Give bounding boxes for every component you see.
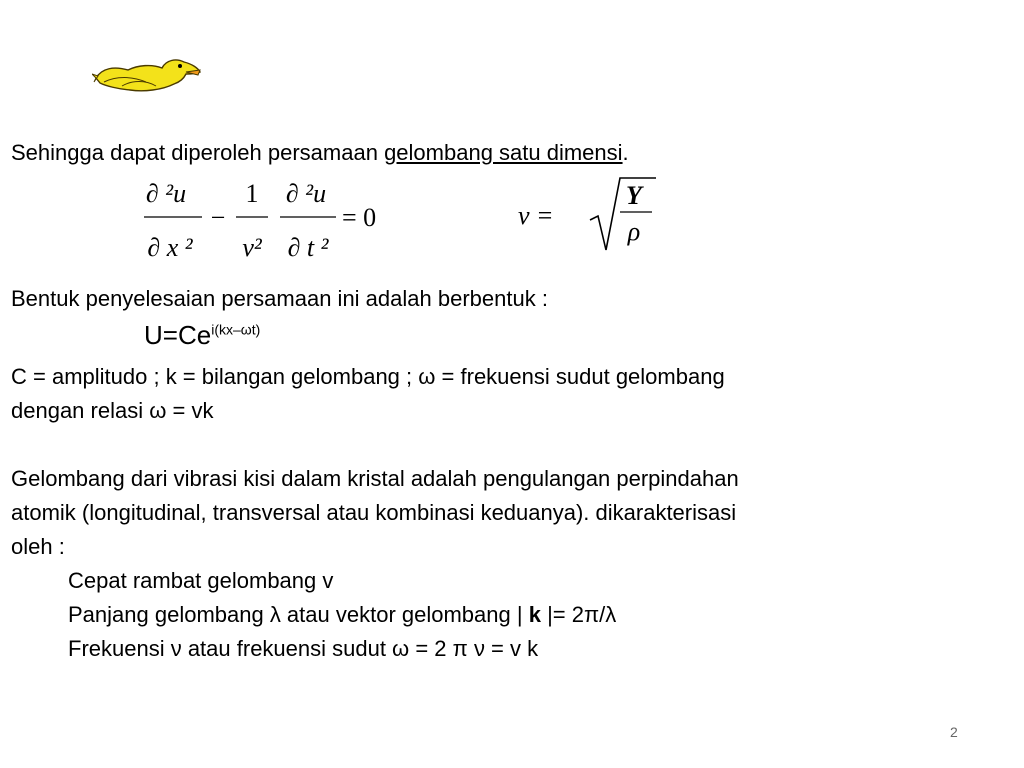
duck-icon: [92, 56, 204, 96]
solution-intro: Bentuk penyelesaian persamaan ini adalah berbentuk :: [11, 286, 548, 311]
lattice-line3: oleh :: [11, 534, 65, 559]
intro-underlined-term: gelombang satu dimensi: [384, 140, 623, 165]
wave-eq-num3: ∂ ²u: [285, 179, 327, 208]
characteristic-item-1: Cepat rambat gelombang v: [68, 568, 334, 593]
solution-base: U=Ce: [144, 320, 212, 350]
lattice-line1: Gelombang dari vibrasi kisi dalam kristal adalah pengulangan perpindahan: [11, 466, 739, 491]
velocity-equation: [510, 170, 670, 260]
wave-eq-den2: v²: [242, 233, 262, 262]
item2-k-bold: k: [528, 602, 541, 627]
definitions-line1: C = amplitudo ; k = bilangan gelombang ; ω = frekuensi sudut gelombang: [11, 364, 725, 389]
wave-eq-den1: ∂ x ²: [147, 233, 193, 262]
intro-text: Sehingga dapat diperoleh persamaan: [11, 140, 385, 165]
wave-eq-num2: 1: [245, 179, 259, 208]
wave-equation: [140, 170, 400, 266]
wave-eq-minus: −: [210, 203, 226, 232]
characteristic-item-3: Frekuensi ν atau frekuensi sudut ω = 2 π ν = v k: [68, 636, 539, 661]
item2-text-a: Panjang gelombang λ atau vektor gelombang |: [68, 602, 529, 627]
characteristic-item-2: [68, 598, 616, 632]
solution-formula: [144, 318, 260, 352]
intro-line: [11, 136, 629, 170]
page-number: 2: [950, 724, 958, 740]
intro-end: .: [622, 140, 629, 165]
definitions-line2: dengan relasi ω = vk: [11, 398, 214, 423]
wave-eq-den3: ∂ t ²: [287, 233, 329, 262]
velocity-den: ρ: [627, 217, 641, 246]
wave-eq-rhs: = 0: [342, 203, 377, 232]
lattice-line2: atomik (longitudinal, transversal atau kombinasi keduanya). dikarakterisasi: [11, 500, 737, 525]
velocity-lhs: ν =: [518, 201, 554, 230]
velocity-num: Y: [626, 181, 642, 210]
wave-eq-num1: ∂ ²u: [145, 179, 187, 208]
solution-exponent: i(kx–ωt): [211, 321, 261, 338]
item2-text-b: |= 2π/λ: [540, 602, 617, 627]
